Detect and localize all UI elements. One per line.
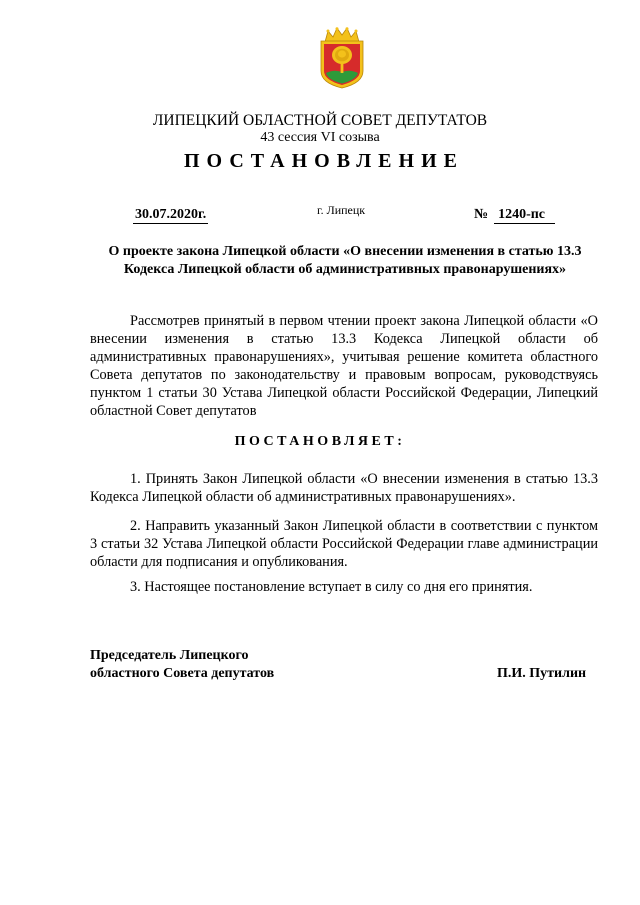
document-date: 30.07.2020г. <box>135 207 207 222</box>
resolves-heading: ПОСТАНОВЛЯЕТ: <box>234 434 406 449</box>
coat-of-arms-icon <box>318 27 366 89</box>
signatory-title-line1: Председатель Липецкого <box>90 648 249 663</box>
resolution-item-1: 1. Принять Закон Липецкой области «О внесении изменения в статью 13.3 Кодекса Липецкой области об административных правонарушениях». <box>90 471 598 505</box>
document-subject: О проекте закона Липецкой области «О внесении изменения в статью 13.3 Кодекса Липецкой области об административных правонарушениях» <box>108 244 582 277</box>
signatory-title <box>90 647 274 683</box>
resolution-item-3: 3. Настоящее постановление вступает в силу со дня его принятия. <box>130 579 533 595</box>
preamble-paragraph: Рассмотрев принятый в первом чтении проект закона Липецкой области «О внесении изменения в статью 13.3 Кодекса Липецкой области об административных правонарушениях», учитывая решение комитета областного Совета депутатов по законодательству и правовым вопросам, руководствуясь пунктом 1 статьи 30 Устава Липецкой области Российской Федерации, Липецкий областной Совет депутатов <box>90 313 598 419</box>
number-value: 1240-пс <box>494 207 555 224</box>
council-name: ЛИПЕЦКИЙ ОБЛАСТНОЙ СОВЕТ ДЕПУТАТОВ <box>152 112 488 129</box>
document-type: ПОСТАНОВЛЕНИЕ <box>184 150 464 172</box>
resolution-item-2: 2. Направить указанный Закон Липецкой области в соответствии с пунктом 3 статьи 32 Устава Липецкой области Российской Федерации главе администрации области для подписания и опубликования. <box>90 518 598 570</box>
session-info: 43 сессия VI созыва <box>260 130 380 145</box>
document-number <box>474 207 555 224</box>
signatory-title-line2: областного Совета депутатов <box>90 666 275 681</box>
document-city: г. Липецк <box>317 203 366 217</box>
signatory-name: П.И. Путилин <box>497 666 587 681</box>
number-label: № <box>474 207 489 222</box>
